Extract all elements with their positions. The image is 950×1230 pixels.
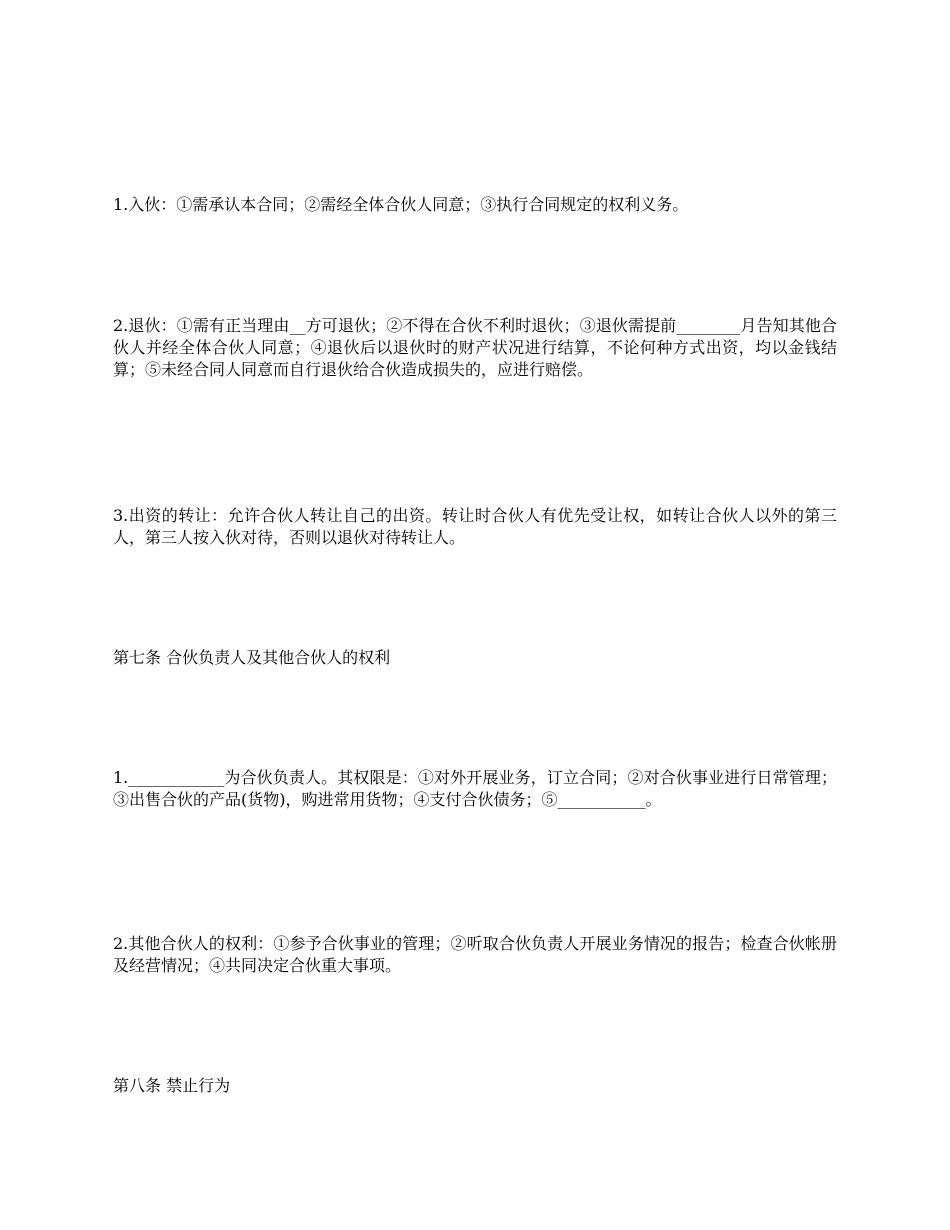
clause-other-partners-rights: 2.其他合伙人的权利：①参予合伙事业的管理；②听取合伙负责人开展业务情况的报告；检查合伙帐册及经营情况；④共同决定合伙重大事项。 xyxy=(113,934,837,975)
article-7-heading: 第七条 合伙负责人及其他合伙人的权利 xyxy=(113,648,391,667)
clause-responsible-partner: 1.____________为合伙负责人。其权限是：①对外开展业务，订立合同；②对合伙事业进行日常管理；③出售合伙的产品(货物)，购进常用货物；④支付合伙债务；⑤___________。 xyxy=(113,768,837,809)
clause-join: 1.入伙：①需承认本合同；②需经全体合伙人同意；③执行合同规定的权利义务。 xyxy=(113,195,689,214)
clause-withdraw: 2.退伙：①需有正当理由__方可退伙；②不得在合伙不利时退伙；③退伙需提前________月告知其他合伙人并经全体合伙人同意；④退伙后以退伙时的财产状况进行结算，不论何种方式出资，均以金钱结算；⑤未经合同人同意而自行退伙给合伙造成损失的，应进行赔偿。 xyxy=(113,316,837,379)
clause-transfer: 3.出资的转让：允许合伙人转让自己的出资。转让时合伙人有优先受让权，如转让合伙人以外的第三人，第三人按入伙对待，否则以退伙对待转让人。 xyxy=(113,506,837,547)
article-8-heading: 第八条 禁止行为 xyxy=(113,1076,231,1095)
